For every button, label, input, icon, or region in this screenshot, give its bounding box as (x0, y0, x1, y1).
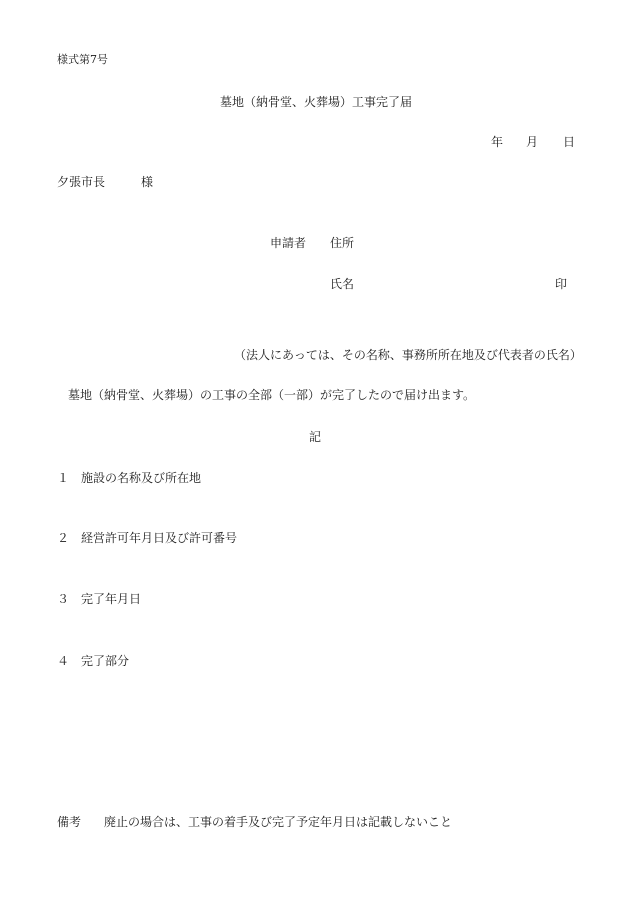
item-label-completed-part: 完了部分 (81, 654, 130, 668)
item-number-1: １ (57, 471, 70, 485)
date-day-label: 日 (563, 135, 576, 149)
name-label: 氏名 (330, 277, 355, 291)
item-label-facility: 施設の名称及び所在地 (81, 471, 202, 485)
ki-heading: 記 (309, 430, 322, 444)
corporate-note: （法人にあっては、その名称、事務所所在地及び代表者の氏名） (234, 348, 582, 362)
form-number: 様式第7号 (57, 53, 108, 66)
item-number-2: ２ (57, 531, 70, 545)
item-number-3: ３ (57, 592, 70, 606)
addressee-name: 夕張市長 (57, 175, 106, 189)
item-label-permit: 経営許可年月日及び許可番号 (81, 531, 238, 545)
item-label-completion-date: 完了年月日 (81, 592, 142, 606)
date-month-label: 月 (526, 135, 539, 149)
remarks-text: 廃止の場合は、工事の着手及び完了予定年月日は記載しないこと (104, 815, 453, 829)
body-text: 墓地（納骨堂、火葬場）の工事の全部（一部）が完了したので届け出ます。 (68, 388, 476, 402)
remarks-label: 備考 (57, 815, 82, 829)
date-year-label: 年 (491, 135, 504, 149)
form-title: 墓地（納骨堂、火葬場）工事完了届 (220, 95, 413, 109)
item-number-4: ４ (57, 654, 70, 668)
address-label: 住所 (330, 236, 355, 250)
applicant-label: 申請者 (270, 236, 307, 250)
addressee-honorific: 様 (141, 175, 154, 189)
seal-mark: 印 (555, 277, 568, 291)
